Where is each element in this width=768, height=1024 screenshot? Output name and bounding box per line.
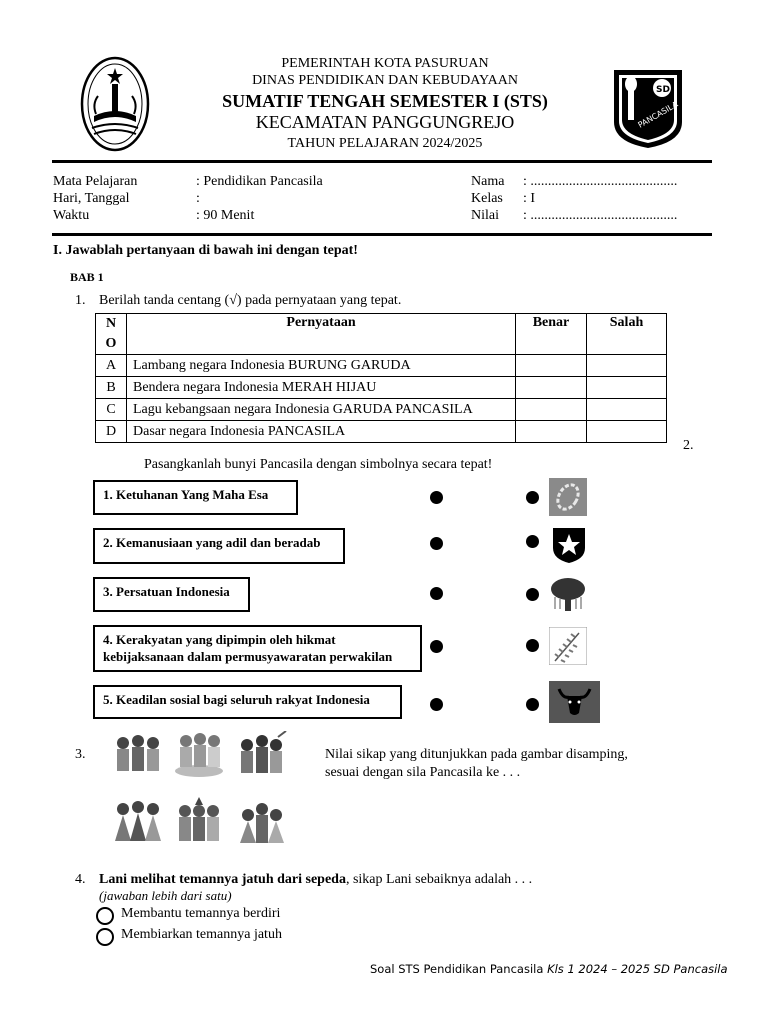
sila-5-box[interactable]: 5. Keadilan sosial bagi seluruh rakyat Indonesia — [93, 685, 402, 719]
table-row — [96, 421, 667, 443]
header-divider — [52, 160, 712, 163]
col-benar: Benar — [516, 314, 587, 355]
row-statement: Dasar negara Indonesia PANCASILA — [127, 421, 516, 443]
salah-cell[interactable] — [587, 355, 667, 377]
sila-3-box[interactable]: 3. Persatuan Indonesia — [93, 577, 250, 612]
score-field[interactable]: : .......................................... — [523, 208, 678, 223]
match-dot-right[interactable] — [526, 535, 539, 548]
match-dot-right[interactable] — [526, 588, 539, 601]
option-label-1: Membantu temannya berdiri — [121, 906, 281, 921]
class-label: Kelas — [471, 191, 503, 206]
score-label: Nilai — [471, 208, 499, 223]
col-salah: Salah — [587, 314, 667, 355]
svg-text:PANCASILA: PANCASILA — [636, 99, 680, 130]
class-value: : I — [523, 191, 536, 206]
match-dot-left[interactable] — [430, 537, 443, 550]
q3-text-line2: sesuai dengan sila Pancasila ke . . . — [325, 765, 521, 780]
q1-text: Berilah tanda centang (√) pada pernyataan yang tepat. — [99, 293, 402, 308]
header-district: KECAMATAN PANGGUNGREJO — [255, 112, 515, 132]
row-letter: D — [96, 421, 127, 443]
salah-cell[interactable] — [587, 421, 667, 443]
q4-note: (jawaban lebih dari satu) — [99, 888, 232, 903]
row-statement: Lambang negara Indonesia BURUNG GARUDA — [127, 355, 516, 377]
svg-text:SD: SD — [656, 85, 670, 95]
q2-text: Pasangkanlah bunyi Pancasila dengan simbolnya secara tepat! — [144, 457, 493, 472]
match-dot-left[interactable] — [430, 587, 443, 600]
match-dot-right[interactable] — [526, 639, 539, 652]
q4-text-rest: , sikap Lani sebaiknya adalah . . . — [345, 872, 533, 887]
header-government: PEMERINTAH KOTA PASURUAN — [281, 56, 489, 71]
q1-number: 1. — [75, 293, 86, 308]
q3-text-line1: Nilai sikap yang ditunjukkan pada gambar disamping, — [325, 747, 628, 762]
statement-table — [95, 313, 667, 443]
match-dot-right[interactable] — [526, 491, 539, 504]
children-costume-icon — [111, 797, 165, 845]
table-header-row — [96, 314, 667, 355]
star-shield-icon — [550, 526, 588, 564]
salah-cell[interactable] — [587, 377, 667, 399]
table-row — [96, 399, 667, 421]
row-letter: A — [96, 355, 127, 377]
name-label: Nama — [471, 174, 505, 189]
option-label-2: Membiarkan temannya jatuh — [121, 927, 282, 942]
row-statement: Bendera negara Indonesia MERAH HIJAU — [127, 377, 516, 399]
pasuruan-city-emblem — [80, 56, 150, 153]
q4-number: 4. — [75, 872, 86, 887]
sila-4-box[interactable]: 4. Kerakyatan yang dipimpin oleh hikmat kebijaksanaan dalam permusyawaratan perwakilan — [93, 625, 422, 672]
match-dot-left[interactable] — [430, 698, 443, 711]
chapter-label: BAB 1 — [70, 270, 104, 284]
sila-1-box[interactable]: 1. Ketuhanan Yang Maha Esa — [93, 480, 298, 515]
time-label: Waktu — [53, 208, 90, 223]
children-traditional-icon — [172, 797, 226, 845]
academic-year: TAHUN PELAJARAN 2024/2025 — [287, 136, 483, 151]
q4-text-bold: Lani melihat temannya jatuh dari sepeda — [99, 872, 346, 887]
table-row — [96, 377, 667, 399]
q2-number: 2. — [683, 438, 694, 453]
row-letter: B — [96, 377, 127, 399]
table-row — [96, 355, 667, 377]
match-dot-left[interactable] — [430, 640, 443, 653]
subject-value: : Pendidikan Pancasila — [196, 174, 323, 189]
header-department: DINAS PENDIDIKAN DAN KEBUDAYAAN — [252, 73, 518, 88]
col-no — [96, 314, 127, 355]
benar-cell[interactable] — [516, 399, 587, 421]
option-radio-2[interactable] — [96, 928, 114, 946]
col-no-line1: N — [105, 316, 117, 331]
sila-2-box[interactable]: 2. Kemanusiaan yang adil dan beradab — [93, 528, 345, 564]
time-value: : 90 Menit — [196, 208, 255, 223]
bull-head-icon — [549, 681, 600, 723]
q3-number: 3. — [75, 747, 86, 762]
banyan-tree-icon — [549, 575, 587, 613]
children-praying-icon — [172, 731, 226, 779]
match-dot-left[interactable] — [430, 491, 443, 504]
info-divider — [52, 233, 712, 236]
children-waving-icon — [234, 731, 288, 779]
chain-icon — [549, 478, 587, 516]
option-radio-1[interactable] — [96, 907, 114, 925]
name-field[interactable]: : .......................................... — [523, 174, 678, 189]
row-statement: Lagu kebangsaan negara Indonesia GARUDA PANCASILA — [127, 399, 516, 421]
rice-cotton-icon — [549, 627, 587, 665]
salah-cell[interactable] — [587, 399, 667, 421]
date-value: : — [196, 191, 200, 206]
children-friends-icon — [234, 797, 288, 845]
exam-title: SUMATIF TENGAH SEMESTER I (STS) — [222, 91, 548, 111]
section-title: I. Jawablah pertanyaan di bawah ini dengan tepat! — [53, 243, 358, 258]
page-footer — [370, 962, 728, 976]
row-letter: C — [96, 399, 127, 421]
benar-cell[interactable] — [516, 377, 587, 399]
footer-text-italic: Kls 1 2024 – 2025 SD Pancasila — [547, 962, 728, 976]
children-group-icon — [111, 731, 165, 779]
match-dot-right[interactable] — [526, 698, 539, 711]
col-no-line2: O — [105, 336, 117, 351]
col-statement: Pernyataan — [127, 314, 516, 355]
footer-text: Soal STS Pendidikan Pancasila — [370, 962, 548, 976]
school-logo — [610, 66, 686, 151]
benar-cell[interactable] — [516, 421, 587, 443]
benar-cell[interactable] — [516, 355, 587, 377]
date-label: Hari, Tanggal — [53, 191, 130, 206]
subject-label: Mata Pelajaran — [53, 174, 138, 189]
